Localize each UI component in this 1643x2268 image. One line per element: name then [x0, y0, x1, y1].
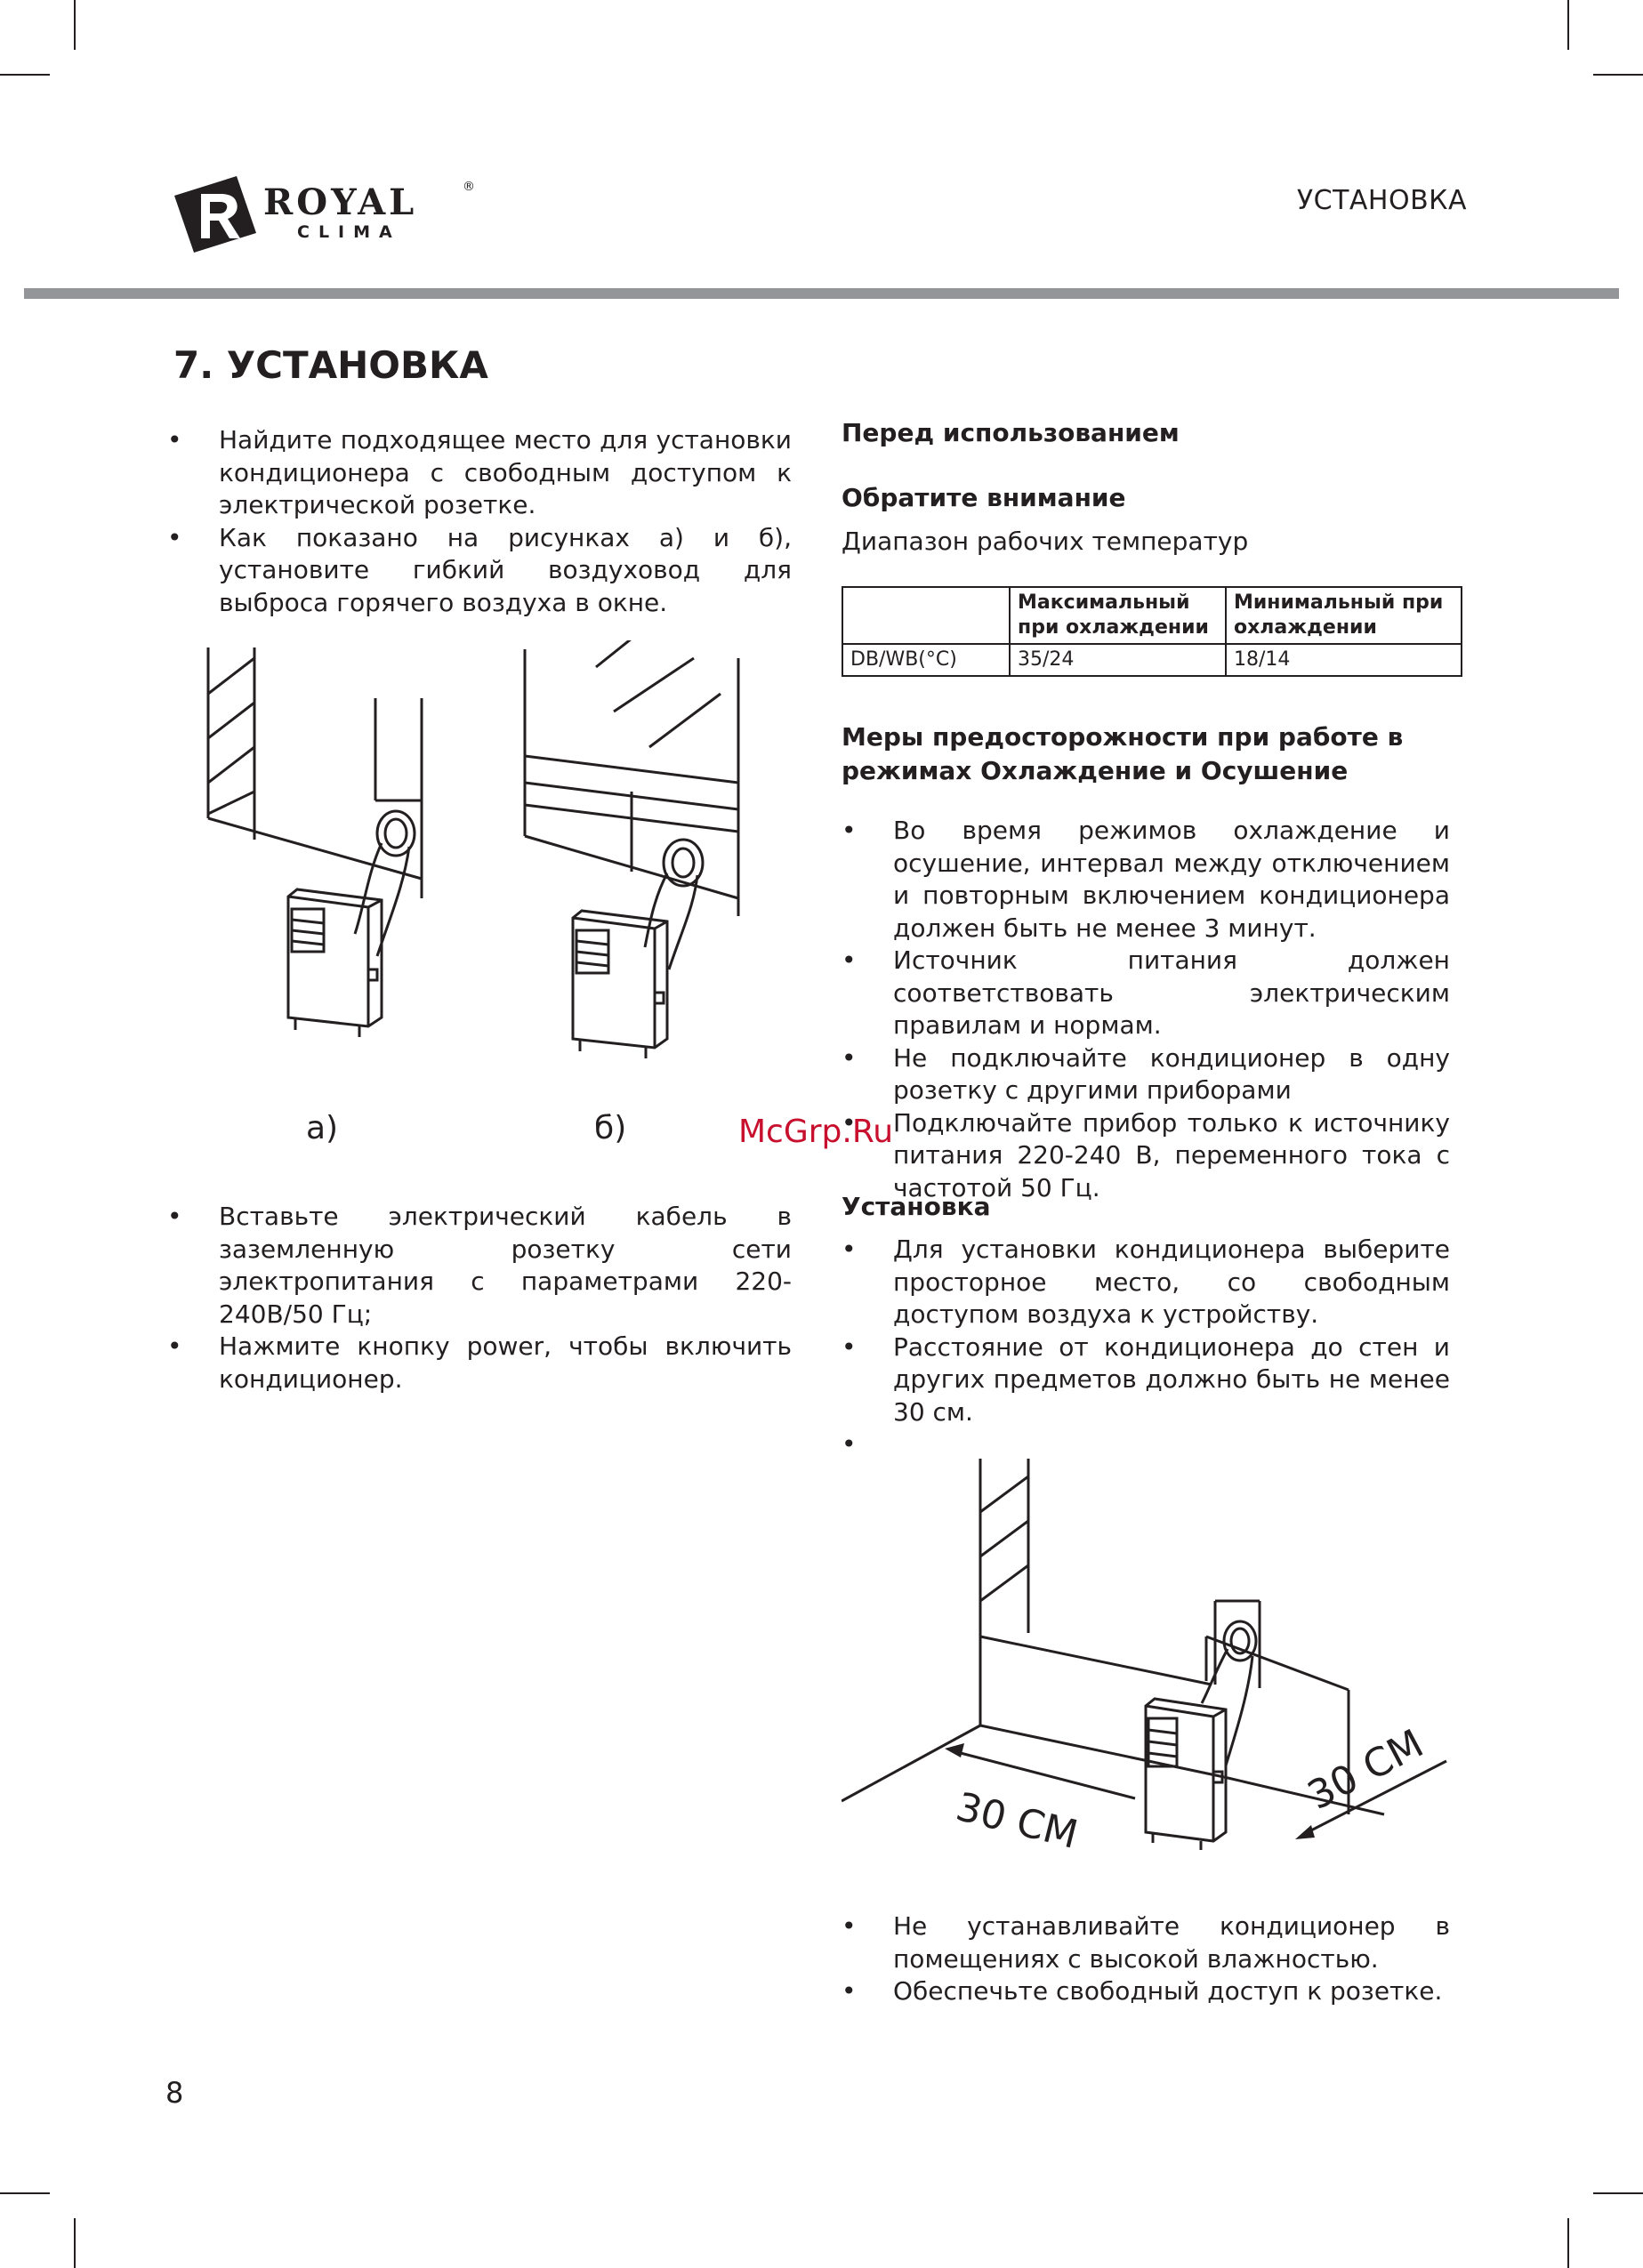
crop-mark — [1567, 2218, 1569, 2268]
list-item: • Для установки кондиционера выберите просторное место, со свободным доступом воздуха к устройству. — [842, 1234, 1450, 1331]
figure-b-window-install — [516, 640, 774, 1085]
crop-mark — [74, 2218, 76, 2268]
table-header-cell — [842, 587, 1010, 644]
left-top-list — [167, 424, 792, 619]
install-list — [842, 1234, 1450, 1460]
list-item: • Не подключайте кондиционер в одну розетку с другими приборами — [842, 1042, 1450, 1107]
before-use-heading: Перед использованием — [842, 418, 1180, 447]
list-item: • Обеспечьте свободный доступ к розетке. — [842, 1975, 1450, 2008]
crop-mark — [1593, 2192, 1643, 2194]
page-number: 8 — [165, 2076, 184, 2110]
dimension-label-right: 30 СМ — [1301, 1720, 1431, 1820]
list-item: • Найдите подходящее место для установки кондиционера с свободным доступом к электрической розетке. — [167, 424, 792, 522]
list-item: • Как показано на рисунках а) и б), установите гибкий воздуховод для выброса горячего воздуха в окне. — [167, 522, 792, 620]
crop-mark — [0, 2192, 50, 2194]
crop-mark — [1593, 74, 1643, 76]
temperature-table — [842, 586, 1462, 677]
watermark-text: McGrp.Ru — [738, 1114, 894, 1150]
header-divider — [24, 288, 1619, 299]
crop-mark — [74, 0, 76, 50]
crop-mark — [0, 74, 50, 76]
list-item: • Подключайте прибор только к источнику питания 220-240 В, переменного тока с частотой 50 Гц. — [842, 1107, 1450, 1205]
temp-range-caption: Диапазон рабочих температур — [842, 527, 1249, 556]
attention-heading: Обратите внимание — [842, 483, 1126, 512]
table-header-row — [842, 587, 1462, 644]
table-header-cell: Максимальный при охлаждении — [1010, 587, 1226, 644]
list-item: • Источник питания должен соответствовать электрическим правилам и нормам. — [842, 945, 1450, 1042]
brand-logo — [174, 176, 481, 253]
left-bottom-list — [167, 1201, 792, 1395]
table-cell: 35/24 — [1010, 644, 1226, 676]
logo-r-emblem-icon — [174, 176, 256, 253]
brand-clima: CLIMA — [297, 222, 401, 242]
list-item: • Вставьте электрический кабель в заземленную розетку сети электропитания с параметрами 220-240В/50 Гц; — [167, 1201, 792, 1331]
precautions-heading: Меры предосторожности при работе в режимах Охлаждение и Осушение — [842, 722, 1404, 785]
list-item — [842, 1428, 1450, 1460]
figure-a-window-install — [199, 640, 439, 1076]
precautions-list — [842, 815, 1450, 1204]
list-item: • Расстояние от кондиционера до стен и других предметов должно быть не менее 30 см. — [842, 1331, 1450, 1429]
list-item: • Нажмите кнопку power, чтобы включить кондиционер. — [167, 1331, 792, 1395]
table-cell: 18/14 — [1226, 644, 1462, 676]
header-section-title: УСТАНОВКА — [1296, 185, 1467, 216]
brand-royal: ROYAL — [263, 181, 418, 223]
install-heading: Установка — [842, 1192, 991, 1221]
brand-registered-mark: ® — [463, 180, 475, 194]
table-cell: DB/WB(°C) — [842, 644, 1010, 676]
table-row — [842, 644, 1462, 676]
page-title: 7. УСТАНОВКА — [173, 343, 488, 387]
figure-a-label: а) — [306, 1110, 339, 1146]
crop-mark — [1567, 0, 1569, 50]
figure-clearance-30cm — [842, 1459, 1464, 1868]
list-item: • Не устанавливайте кондиционер в помещениях с высокой влажностью. — [842, 1910, 1450, 1975]
list-item: • Во время режимов охлаждение и осушение, интервал между отключением и повторным включением кондиционера должен быть не менее 3 минут. — [842, 815, 1450, 945]
table-header-cell: Минимальный при охлаждении — [1226, 587, 1462, 644]
install-bottom-list — [842, 1910, 1450, 2008]
dimension-label-left: 30 СМ — [951, 1784, 1083, 1859]
figure-b-label: б) — [594, 1110, 627, 1146]
